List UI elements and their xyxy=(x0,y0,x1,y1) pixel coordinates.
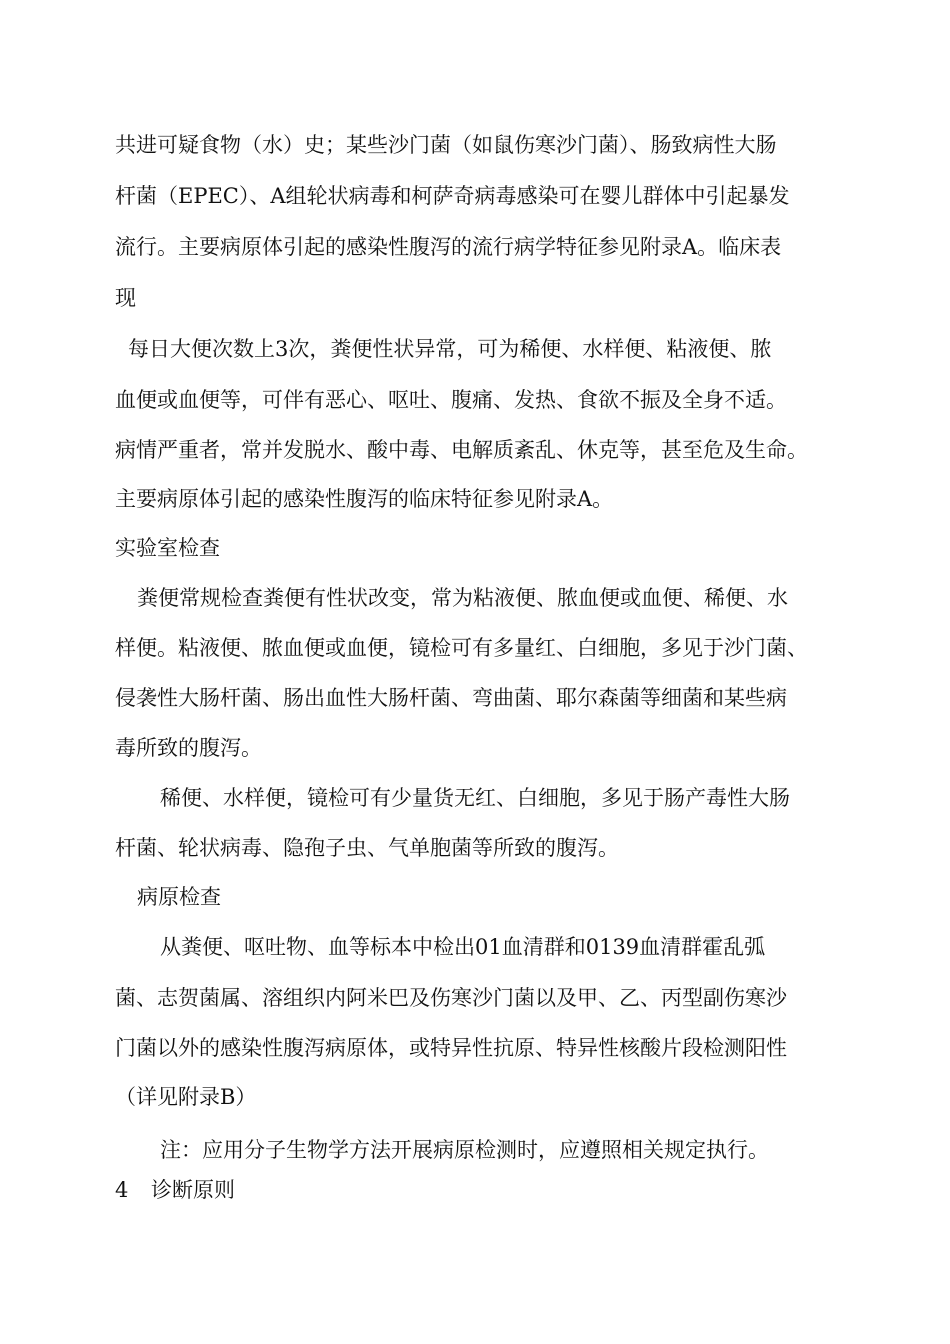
text-line: 病情严重者，常并发脱水、酸中毒、电解质紊乱、休克等，甚至危及生命。 xyxy=(115,438,808,462)
text-line: 粪便常规检查粪便有性状改变，常为粘液便、脓血便或血便、稀便、水 xyxy=(137,586,788,610)
text-line: 共进可疑食物（水）史；某些沙门菌（如鼠伤寒沙门菌）、肠致病性大肠 xyxy=(115,133,777,157)
text-line: 样便。粘液便、脓血便或血便，镜检可有多量红、白细胞，多见于沙门菌、 xyxy=(115,636,808,660)
text-line: （详见附录B） xyxy=(115,1085,257,1109)
text-line: 现 xyxy=(115,286,136,310)
text-line: 侵袭性大肠杆菌、肠出血性大肠杆菌、弯曲菌、耶尔森菌等细菌和某些病 xyxy=(115,686,787,710)
section-number: 4 xyxy=(115,1178,129,1202)
text-line: 菌、志贺菌属、溶组织内阿米巴及伤寒沙门菌以及甲、乙、丙型副伤寒沙 xyxy=(115,986,787,1010)
text-line: 杆菌、轮状病毒、隐孢子虫、气单胞菌等所致的腹泻。 xyxy=(115,836,619,860)
section-heading: 病原检查 xyxy=(137,885,221,909)
section-heading: 诊断原则 xyxy=(151,1178,235,1202)
text-line: 主要病原体引起的感染性腹泻的临床特征参见附录A。 xyxy=(115,487,614,511)
note-line: 注：应用分子生物学方法开展病原检测时，应遵照相关规定执行。 xyxy=(160,1138,769,1162)
section-heading: 实验室检查 xyxy=(115,536,220,560)
text-line: 门菌以外的感染性腹泻病原体，或特异性抗原、特异性核酸片段检测阳性 xyxy=(115,1036,787,1060)
text-line: 每日大便次数上3次，粪便性状异常，可为稀便、水样便、粘液便、脓 xyxy=(128,337,772,361)
text-line: 血便或血便等，可伴有恶心、呕吐、腹痛、发热、食欲不振及全身不适。 xyxy=(115,388,787,412)
text-line: 杆菌（EPEC）、A组轮状病毒和柯萨奇病毒感染可在婴儿群体中引起暴发 xyxy=(115,184,790,208)
text-line: 流行。主要病原体引起的感染性腹泻的流行病学特征参见附录A。临床表 xyxy=(115,235,782,259)
text-line: 毒所致的腹泻。 xyxy=(115,736,262,760)
text-line: 稀便、水样便，镜检可有少量货无红、白细胞，多见于肠产毒性大肠 xyxy=(160,786,790,810)
text-line: 从粪便、呕吐物、血等标本中检出01血清群和0139血清群霍乱弧 xyxy=(160,935,766,959)
